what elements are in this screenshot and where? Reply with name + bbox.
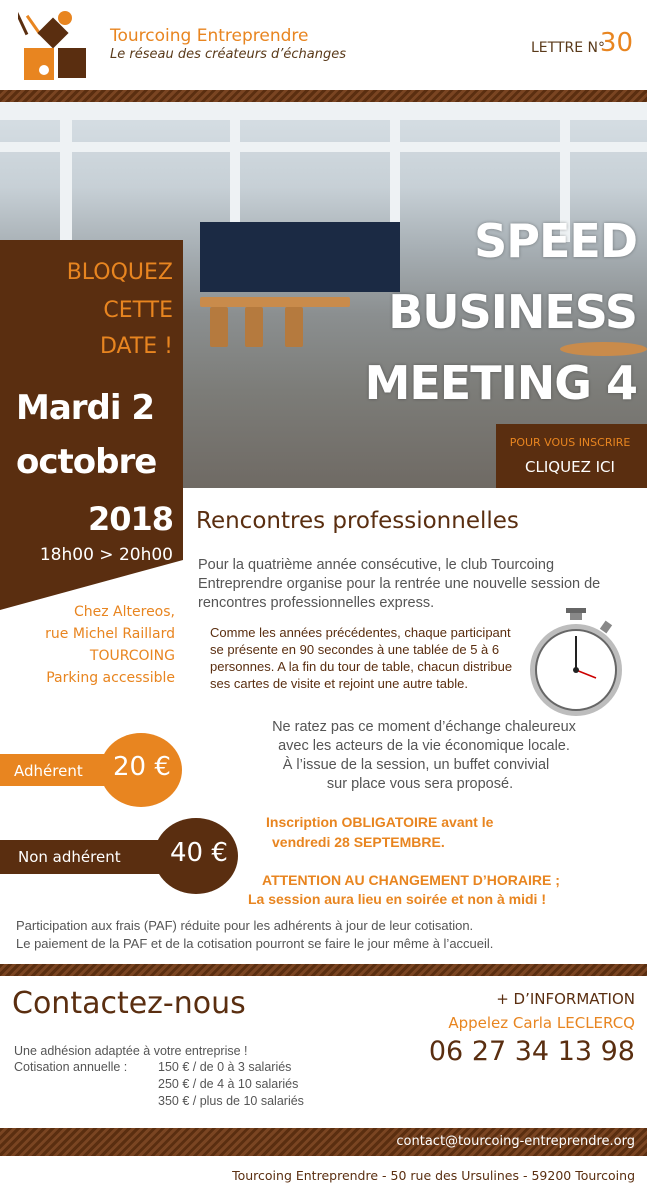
- event-title-line-2: BUSINESS: [388, 285, 637, 339]
- signup-link[interactable]: CLIQUEZ ICI: [525, 458, 615, 476]
- annual-fee-item: 150 € / de 0 à 3 salariés: [158, 1060, 292, 1074]
- venue-line: Chez Altereos,: [73, 604, 175, 620]
- section-heading: Rencontres professionnelles: [196, 508, 519, 534]
- cta-line: À l’issue de la session, un buffet convivial: [282, 757, 550, 773]
- phone-number[interactable]: 06 27 34 13 98: [428, 1036, 635, 1067]
- letter-number: 30: [599, 28, 633, 58]
- intro-paragraph: Pour la quatrième année consécutive, le club Tourcoing Entreprendre organise pour la rentrée une nouvelle session de rencontres professionnelles express.: [198, 557, 601, 611]
- more-info-label: + D’INFORMATION: [496, 990, 635, 1008]
- venue-line: TOURCOING: [89, 648, 175, 664]
- schedule-warning-line: La session aura lieu en soirée et non à midi !: [248, 891, 546, 907]
- save-the-date-line-1: BLOQUEZ: [66, 260, 173, 285]
- divider-stripe: [0, 964, 647, 976]
- registration-deadline-line: Inscription OBLIGATOIRE avant le: [266, 814, 494, 830]
- email-link[interactable]: contact@tourcoing-entreprendre.org: [396, 1134, 635, 1149]
- fee-note-line: Le paiement de la PAF et de la cotisation pourront se faire le jour même à l’accueil.: [16, 936, 494, 951]
- event-time: 18h00 > 20h00: [39, 545, 173, 565]
- registration-deadline-line: vendredi 28 SEPTEMBRE.: [272, 834, 445, 850]
- letter-label: LETTRE N°: [531, 40, 605, 56]
- postal-address: Tourcoing Entreprendre - 50 rue des Ursulines - 59200 Tourcoing: [232, 1168, 635, 1183]
- member-price: 20 €: [113, 752, 171, 782]
- annual-fee-item: 350 € / plus de 10 salariés: [158, 1094, 304, 1108]
- event-month: octobre: [16, 442, 157, 482]
- schedule-warning-line: ATTENTION AU CHANGEMENT D’HORAIRE ;: [262, 872, 560, 888]
- save-the-date-line-3: DATE !: [99, 334, 173, 359]
- divider-stripe: [0, 90, 647, 102]
- event-year: 2018: [87, 500, 173, 538]
- cta-line: sur place vous sera proposé.: [326, 776, 514, 792]
- stopwatch-icon: [522, 608, 630, 720]
- signup-button[interactable]: [496, 424, 647, 488]
- contact-person: Appelez Carla LECLERCQ: [448, 1014, 635, 1032]
- event-title-line-1: SPEED: [474, 214, 637, 268]
- membership-note: Une adhésion adaptée à votre entreprise !: [14, 1044, 248, 1058]
- venue-line: rue Michel Raillard: [45, 626, 175, 642]
- annual-fee-label: Cotisation annuelle :: [14, 1060, 128, 1074]
- fee-note-line: Participation aux frais (PAF) réduite pour les adhérents à jour de leur cotisation.: [16, 918, 474, 933]
- signup-label[interactable]: POUR VOUS INSCRIRE: [509, 436, 631, 449]
- contact-title: Contactez-nous: [12, 986, 246, 1021]
- save-the-date-line-2: CETTE: [103, 298, 173, 323]
- brand-name: Tourcoing Entreprendre: [110, 26, 309, 46]
- details-paragraph: Comme les années précédentes, chaque participant se présente en 90 secondes à une tablée de 5 à 6 personnes. A la fin du tour de table, chacun distribue ses cartes de visite et rejoint une autre table.: [210, 625, 513, 691]
- event-day: Mardi 2: [16, 388, 155, 428]
- cta-line: Ne ratez pas ce moment d’échange chaleureux: [272, 719, 576, 735]
- nonmember-price: 40 €: [170, 838, 228, 868]
- venue-line: Parking accessible: [46, 670, 175, 686]
- member-label: Adhérent: [14, 762, 83, 780]
- cta-line: avec les acteurs de la vie économique locale.: [278, 738, 570, 754]
- nonmember-label: Non adhérent: [18, 848, 121, 866]
- brand-tagline: Le réseau des créateurs d’échanges: [110, 47, 347, 62]
- brand-logo: [18, 8, 88, 88]
- event-title-line-3: MEETING 4: [364, 356, 637, 410]
- annual-fee-item: 250 € / de 4 à 10 salariés: [158, 1077, 299, 1091]
